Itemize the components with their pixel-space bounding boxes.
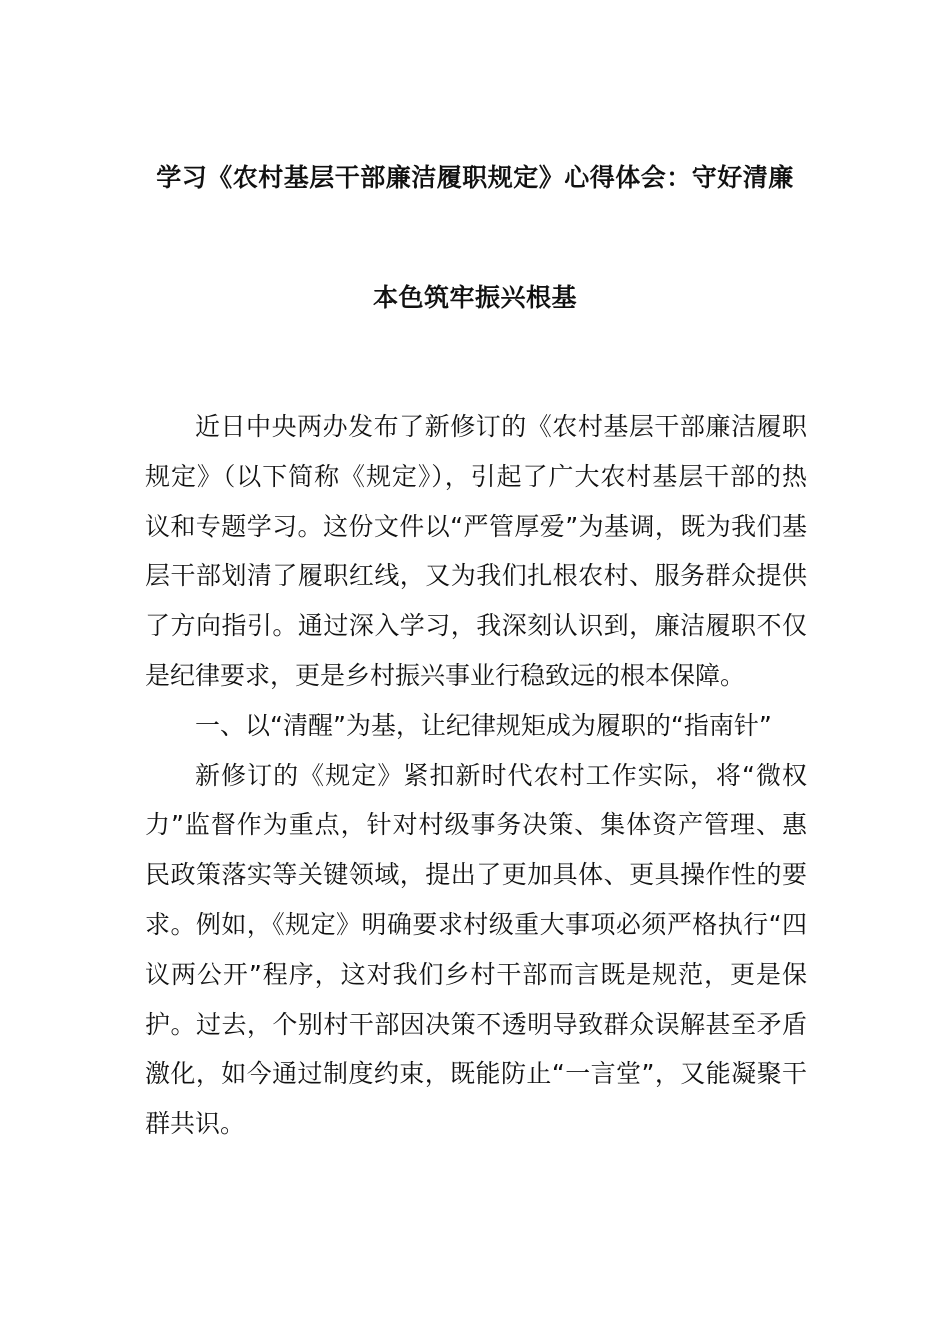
document-title-line-1: 学习《农村基层干部廉洁履职规定》心得体会：守好清廉 xyxy=(156,163,794,192)
paragraph-section-1: 新修订的《规定》紧扣新时代农村工作实际，将“微权力”监督作为重点，针对村级事务决策、集体资产管理、惠民政策落实等关键领域，提出了更加具体、更具操作性的要求。例如，《规定》明确要求村级重大事项必须严格执行“四议两公开”程序，这对我们乡村干部而言既是规范，更是保护。过去，个别村干部因决策不透明导致群众误解甚至矛盾激化，如今通过制度约束，既能防止“一言堂”，又能凝聚干群共识。 xyxy=(145,760,807,1139)
document-title-line-2: 本色筑牢振兴根基 xyxy=(372,283,577,312)
paragraph-intro: 近日中央两办发布了新修订的《农村基层干部廉洁履职规定》（以下简称《规定》），引起了广大农村基层干部的热议和专题学习。这份文件以“严管厚爱”为基调，既为我们基层干部划清了履职红线，又为我们扎根农村、服务群众提供了方向指引。通过深入学习，我深刻认识到，廉洁履职不仅是纪律要求，更是乡村振兴事业行稳致远的根本保障。 xyxy=(145,412,807,690)
section-heading-1: 一、以“清醒”为基，让纪律规矩成为履职的“指南针” xyxy=(195,710,772,740)
document-body xyxy=(145,402,807,1149)
